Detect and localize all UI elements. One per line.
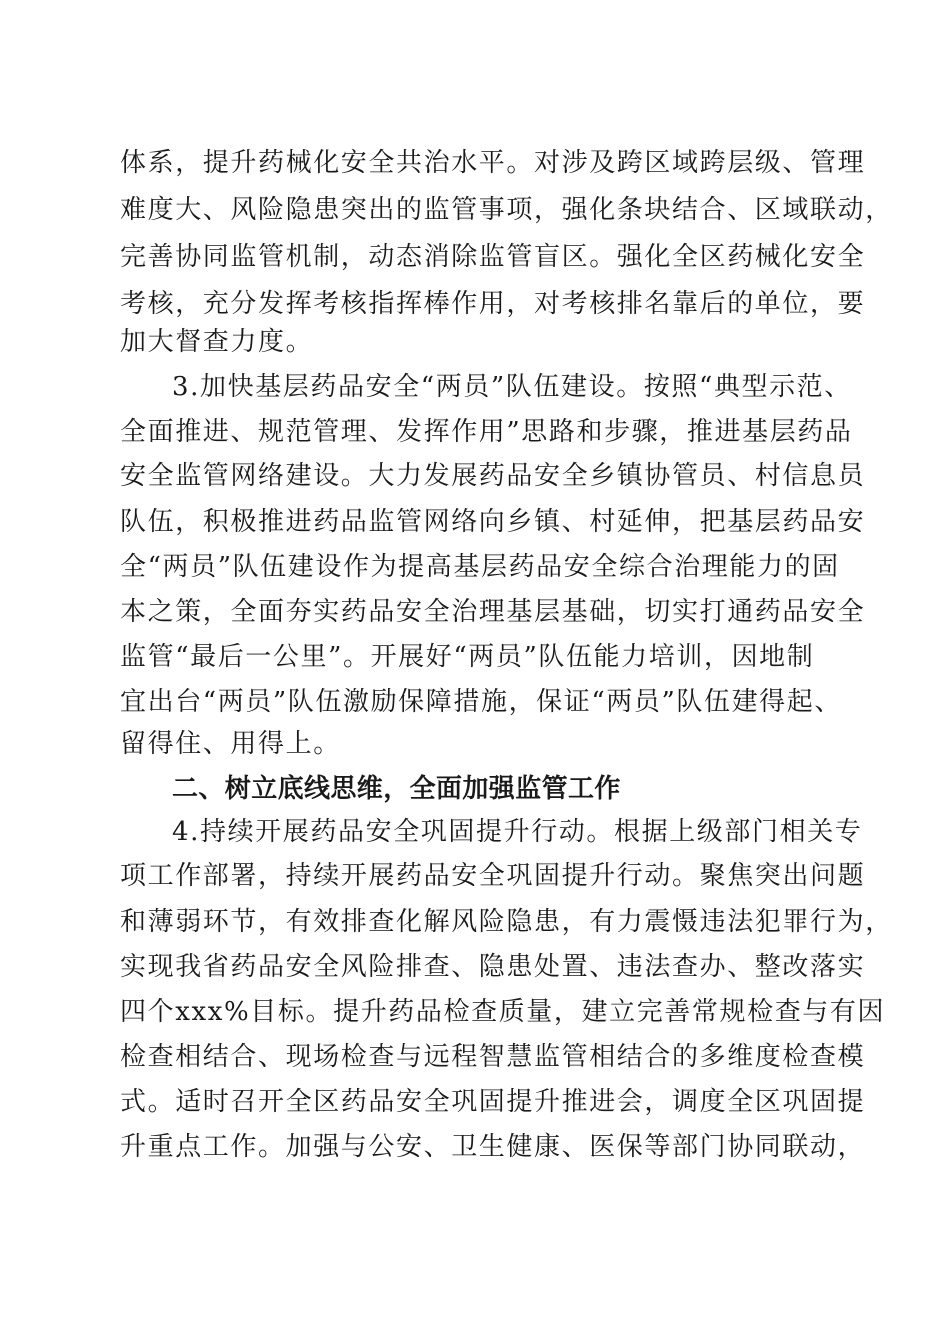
- text-line: 完善协同监管机制，动态消除监管盲区。强化全区药械化安全: [120, 242, 866, 272]
- section-heading: 二、树立底线思维，全面加强监管工作: [172, 774, 621, 804]
- text-line: 四个xxx%目标。提升药品检查质量，建立完善常规检查与有因: [120, 997, 886, 1027]
- text-line: 留得住、用得上。: [120, 729, 341, 759]
- text-line: 项工作部署，持续开展药品安全巩固提升行动。聚焦突出问题: [120, 861, 866, 891]
- text-line: 本之策，全面夯实药品安全治理基层基础，切实打通药品安全: [120, 597, 866, 627]
- text-line: 式。适时召开全区药品安全巩固提升推进会，调度全区巩固提: [120, 1087, 866, 1117]
- text-line: 升重点工作。加强与公安、卫生健康、医保等部门协同联动，: [120, 1132, 866, 1162]
- text-line: 监管“最后一公里”。开展好“两员”队伍能力培训，因地制: [120, 642, 815, 672]
- text-line: 全“两员”队伍建设作为提高基层药品安全综合治理能力的固: [120, 552, 840, 582]
- text-line: 难度大、风险隐患突出的监管事项，强化条块结合、区域联动，: [120, 195, 893, 225]
- text-line: 实现我省药品安全风险排查、隐患处置、违法查办、整改落实: [120, 952, 866, 982]
- text-line: 宜出台“两员”队伍激励保障措施，保证“两员”队伍建得起、: [120, 687, 842, 717]
- paragraph-start-line: 3.加快基层药品安全“两员”队伍建设。按照“典型示范、: [172, 372, 852, 402]
- paragraph-start-line: 4.持续开展药品安全巩固提升行动。根据上级部门相关专: [172, 817, 863, 847]
- text-line: 安全监管网络建设。大力发展药品安全乡镇协管员、村信息员: [120, 461, 866, 491]
- text-line: 全面推进、规范管理、发挥作用”思路和步骤，推进基层药品: [120, 417, 853, 447]
- text-line: 加大督查力度。: [120, 327, 314, 357]
- text-line: 检查相结合、现场检查与远程智慧监管相结合的多维度检查模: [120, 1042, 866, 1072]
- text-line: 考核，充分发挥考核指挥棒作用，对考核排名靠后的单位，要: [120, 289, 866, 319]
- text-line: 和薄弱环节，有效排查化解风险隐患，有力震慑违法犯罪行为，: [120, 907, 893, 937]
- text-line: 队伍，积极推进药品监管网络向乡镇、村延伸，把基层药品安: [120, 507, 866, 537]
- text-line: 体系，提升药械化安全共治水平。对涉及跨区域跨层级、管理: [120, 148, 866, 178]
